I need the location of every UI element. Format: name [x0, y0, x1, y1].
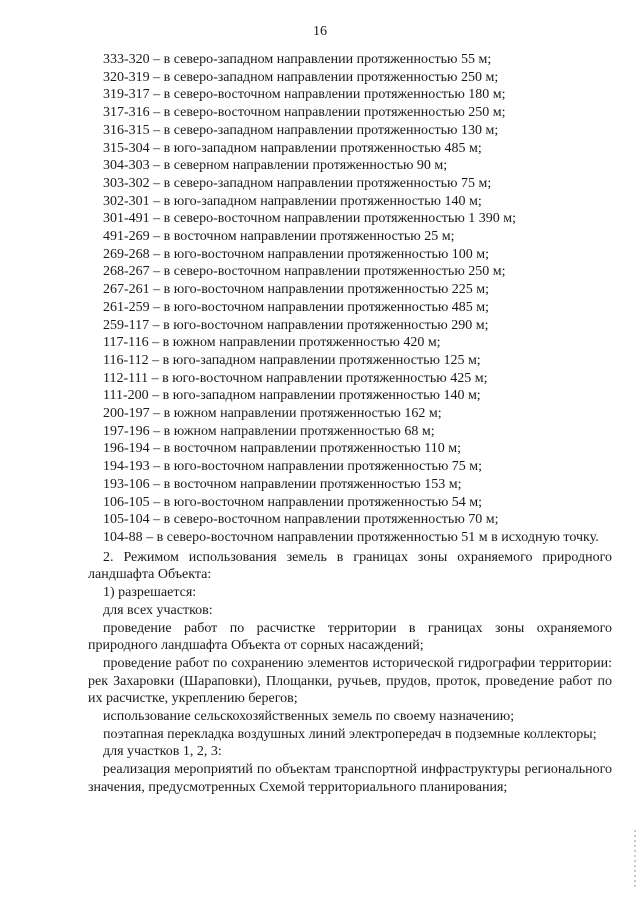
scan-edge-mark: [634, 830, 636, 890]
boundary-segment: 316-315 – в северо-западном направлении протяженностью 130 м;: [103, 122, 499, 138]
boundary-segment: 116-112 – в юго-западном направлении протяженностью 125 м;: [103, 352, 481, 368]
sites-123-label: для участков 1, 2, 3:: [103, 744, 222, 760]
boundary-segment: 269-268 – в юго-восточном направлении протяженностью 100 м;: [103, 246, 490, 262]
boundary-segment: 333-320 – в северо-западном направлении протяженностью 55 м;: [103, 52, 492, 67]
boundary-segment: 196-194 – в восточном направлении протяженностью 110 м;: [103, 441, 461, 457]
boundary-segment: 317-316 – в северо-восточном направлении протяженностью 250 м;: [103, 105, 506, 121]
boundary-segment: 302-301 – в юго-западном направлении протяженностью 140 м;: [103, 193, 482, 209]
boundary-segment: 111-200 – в юго-западном направлении протяженностью 140 м;: [103, 388, 481, 404]
boundary-segment: 105-104 – в северо-восточном направлении протяженностью 70 м;: [103, 512, 499, 528]
all-sites-label: для всех участков:: [103, 602, 213, 618]
allowed-item: использование сельскохозяйственных земель по своему назначению;: [103, 709, 515, 725]
boundary-segment: 200-197 – в южном направлении протяженностью 162 м;: [103, 406, 442, 422]
boundary-segment: 320-319 – в северо-западном направлении протяженностью 250 м;: [103, 69, 499, 85]
boundary-segment: 117-116 – в южном направлении протяженностью 420 м;: [103, 335, 441, 351]
allowed-item: реализация мероприятий по объектам транспортной инфраструктуры регионального значения, предусмотренных Схемой территориального планирования;: [88, 762, 612, 795]
boundary-segment: 491-269 – в восточном направлении протяженностью 25 м;: [103, 229, 455, 245]
allowed-item: проведение работ по расчистке территории в границах зоны охраняемого природного ландшафта Объекта от сорных насаждений;: [88, 620, 612, 654]
allowed-label: 1) разрешается:: [103, 585, 197, 601]
boundary-segment: 315-304 – в юго-западном направлении протяженностью 485 м;: [103, 140, 482, 156]
boundary-segment: 301-491 – в северо-восточном направлении протяженностью 1 390 м;: [103, 211, 517, 227]
boundary-segment: 193-106 – в восточном направлении протяженностью 153 м;: [103, 476, 462, 492]
boundary-segment: 304-303 – в северном направлении протяженностью 90 м;: [103, 158, 448, 174]
boundary-segment: 319-317 – в северо-восточном направлении протяженностью 180 м;: [103, 87, 506, 103]
boundary-segment: 112-111 – в юго-восточном направлении протяженностью 425 м;: [103, 370, 488, 386]
boundary-segment: 194-193 – в юго-восточном направлении протяженностью 75 м;: [103, 459, 483, 475]
allowed-item: проведение работ по сохранению элементов исторической гидрографии территории: рек Захаровки (Шараповки), Площанки, ручьев, прудов, проток, проведение работ по их расчистке, укреплению берегов;: [88, 655, 612, 707]
boundary-segment: 261-259 – в юго-восточном направлении протяженностью 485 м;: [103, 299, 490, 315]
boundary-segment: 268-267 – в северо-восточном направлении протяженностью 250 м;: [103, 264, 506, 280]
allowed-item: поэтапная перекладка воздушных линий электропередач в подземные коллекторы;: [103, 726, 597, 742]
boundary-segment-list: [88, 51, 612, 547]
boundary-segment: 259-117 – в юго-восточном направлении протяженностью 290 м;: [103, 317, 489, 333]
section-2-heading: 2. Режимом использования земель в границах зоны охраняемого природного ландшафта Объекта:: [88, 549, 612, 583]
boundary-segment: 197-196 – в южном направлении протяженностью 68 м;: [103, 423, 435, 439]
document-body: [88, 51, 612, 797]
boundary-segment-final: 104-88 – в северо-восточном направлении протяженностью 51 м в исходную точку.: [103, 529, 599, 545]
boundary-segment: 106-105 – в юго-восточном направлении протяженностью 54 м;: [103, 494, 483, 510]
boundary-segment: 267-261 – в юго-восточном направлении протяженностью 225 м;: [103, 282, 490, 298]
boundary-segment: 303-302 – в северо-западном направлении протяженностью 75 м;: [103, 175, 492, 191]
page-number: 16: [313, 24, 327, 39]
